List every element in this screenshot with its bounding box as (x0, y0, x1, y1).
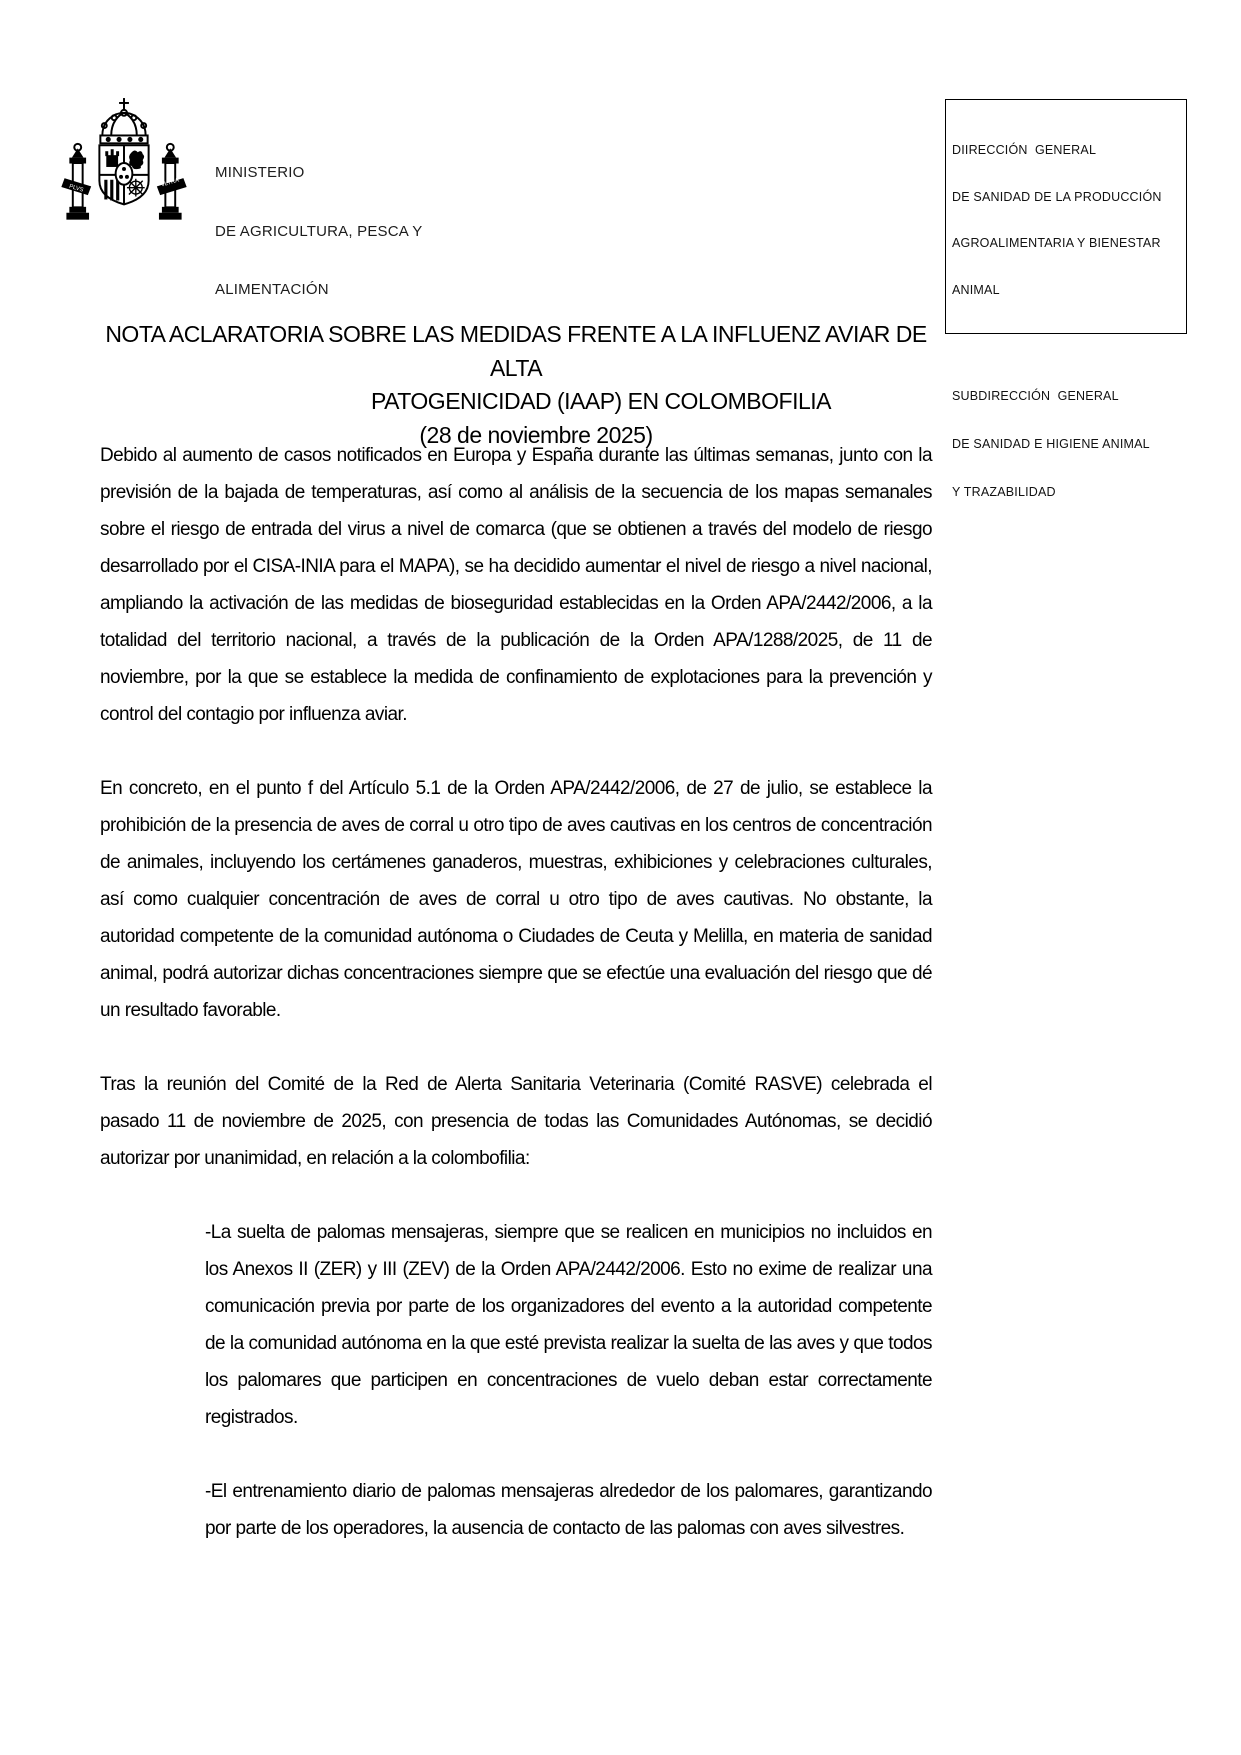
paragraph: Tras la reunión del Comité de la Red de Alerta Sanitaria Veterinaria (Comité RASVE) celebrada el pasado 11 de noviembre de 2025, con presencia de todas las Comunidades Autónomas, se decidió autorizar por unanimidad, en relación a la colombofilia: (100, 1074, 932, 1169)
bullet-list (100, 1214, 932, 1547)
direccion-general-line: DIIRECCIÓN GENERAL (952, 143, 1097, 157)
direccion-general-line: ANIMAL (952, 282, 1000, 297)
ministry-name (215, 124, 422, 339)
header-right-block (945, 99, 1187, 532)
direccion-general-box (945, 99, 1187, 334)
ministry-line: MINISTERIO (215, 164, 305, 181)
ministry-line: DE AGRICULTURA, PESCA Y (215, 222, 423, 240)
subdireccion-line: SUBDIRECCIÓN GENERAL (952, 389, 1119, 403)
paragraph: En concreto, en el punto f del Artículo 5.1 de la Orden APA/2442/2006, de 27 de julio, se establece la prohibición de la presencia de aves de corral u otro tipo de aves cautivas en los centros de concentración de animales, incluyendo los certámenes ganaderos, muestras, exhibiciones y celebraciones culturales, así como cualquier concentración de aves de corral u otro tipo de aves cautivas. No obstante, la autoridad competente de la comunidad autónoma o Ciudades de Ceuta y Melilla, en materia de sanidad animal, podrá autorizar dichas concentraciones siempre que se efectúe una evaluación del riesgo que dé un resultado favorable. (100, 778, 932, 1021)
svg-text:VLTRA: VLTRA (160, 177, 180, 189)
svg-text:PLVS: PLVS (68, 183, 85, 194)
subdireccion-general (945, 356, 1187, 532)
direccion-general-line: DE SANIDAD DE LA PRODUCCIÓN (952, 189, 1162, 204)
paragraph: Debido al aumento de casos notificados en Europa y España durante las últimas semanas, junto con la previsión de la bajada de temperaturas, así como al análisis de la secuencia de los mapas semanales sobre el riesgo de entrada del virus a nivel de comarca (que se obtienen a través del modelo de riesgo desarrollado por el CISA-INIA para el MAPA), se ha decidido aumentar el nivel de riesgo a nivel nacional, ampliando la activación de las medidas de bioseguridad establecidas en la Orden APA/2442/2006, a la totalidad del territorio nacional, a través de la publicación de la Orden APA/1288/2025, de 11 de noviembre, por la que se establece la medida de confinamiento de explotaciones para la prevención y control del contagio por influenza aviar. (100, 445, 932, 725)
title-line-1: NOTA ACLARATORIA SOBRE LAS MEDIDAS FRENTE A LA INFLUENZ AVIAR DE ALTA (105, 321, 927, 381)
subdireccion-line: Y TRAZABILIDAD (952, 485, 1056, 499)
bullet-item: -La suelta de palomas mensajeras, siempre que se realicen en municipios no incluidos en los Anexos II (ZER) y III (ZEV) de la Orden APA/2442/2006. Esto no exime de realizar una comunicación previa por parte de los organizadores del evento a la autoridad competente de la comunidad autónoma en la que esté prevista realizar la suelta de las aves y que todos los palomares que participen en concentraciones de vuelo deban estar correctamente registrados. (205, 1222, 932, 1428)
title-line-2: PATOGENICIDAD (IAAP) EN COLOMBOFILIA (371, 388, 831, 414)
document-title (100, 318, 932, 452)
document-body (100, 437, 932, 1547)
direccion-general-line: AGROALIMENTARIA Y BIENESTAR (952, 236, 1161, 250)
title-date: (28 de noviembre 2025) (419, 421, 653, 448)
bullet-item: -El entrenamiento diario de palomas mensajeras alrededor de los palomares, garantizando por parte de los operadores, la ausencia de contacto de las palomas con aves silvestres. (205, 1481, 932, 1539)
ministry-line: ALIMENTACIÓN (215, 281, 329, 298)
spain-coat-of-arms-icon (60, 96, 188, 234)
subdireccion-line: DE SANIDAD E HIGIENE ANIMAL (952, 437, 1150, 451)
